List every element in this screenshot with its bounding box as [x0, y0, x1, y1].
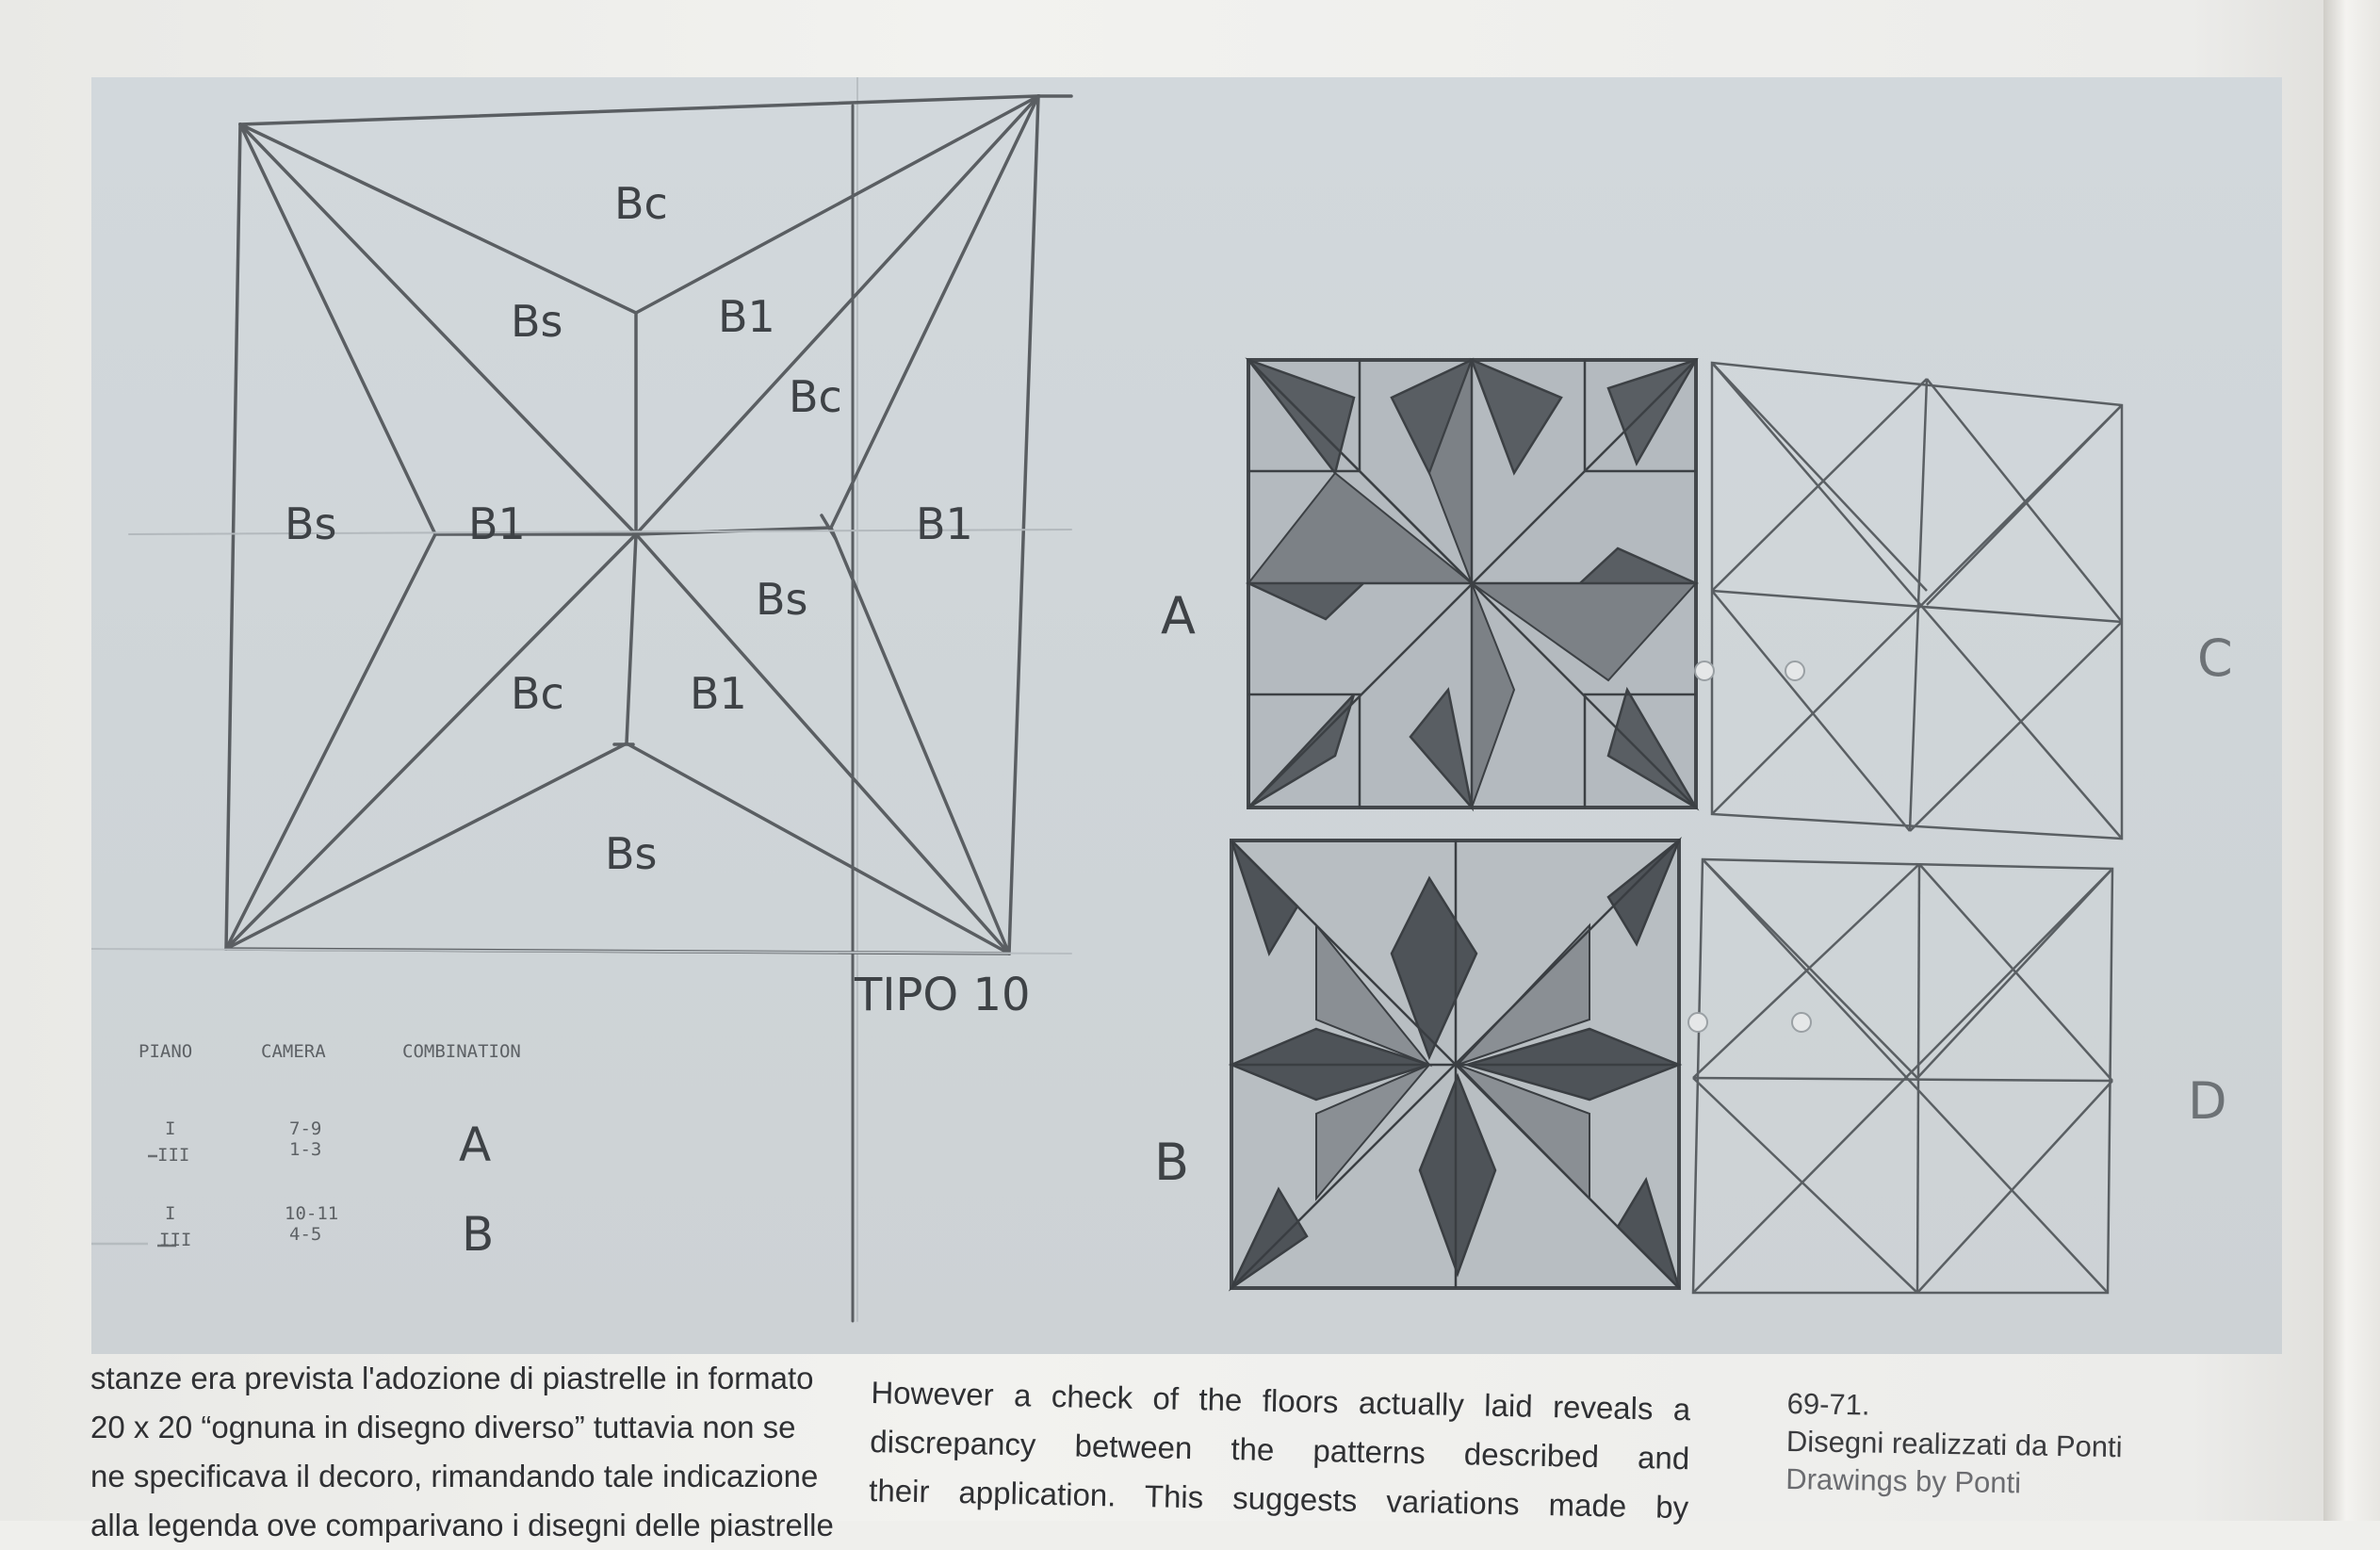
label-tile-d: D [2188, 1071, 2227, 1131]
legend-row2-camera-bottom: 4-5 [289, 1224, 322, 1245]
caption-english: Drawings by Ponti [1785, 1461, 2022, 1500]
drawing-plate [91, 77, 2282, 1354]
english-line-1: However a check of the floors actually laid reveals a [871, 1374, 1691, 1428]
legend-header-piano: PIANO [139, 1041, 193, 1062]
english-text-column [869, 1368, 1691, 1532]
legend-row2-combination: B [462, 1207, 495, 1262]
label-tile-a: A [1161, 586, 1196, 645]
italian-line-1: stanze era prevista l'adozione di piastrelle in formato [90, 1361, 814, 1395]
legend-row2-piano-bottom: III [159, 1230, 192, 1250]
tile-c [1712, 363, 2122, 839]
legend-row2-piano-top: I [165, 1203, 176, 1224]
legend-row1-combination: A [459, 1118, 492, 1172]
drawing-sketches [91, 77, 2282, 1354]
english-line-3: their application. This suggests variations made by [868, 1472, 1689, 1526]
label-tile-c: C [2197, 628, 2233, 688]
label-bs-center-right: Bs [756, 574, 808, 625]
label-bs-upper: Bs [511, 296, 563, 347]
label-b1-upper: B1 [718, 291, 775, 342]
italian-line-4: alla legenda ove comparivano i disegni delle piastrelle [90, 1508, 834, 1542]
legend-row1-camera-top: 7-9 [289, 1118, 322, 1139]
facing-page-edge [2323, 0, 2380, 1521]
legend-row2-camera-top: 10-11 [285, 1203, 339, 1224]
tile-a [1248, 360, 1696, 808]
label-tile-b: B [1154, 1133, 1190, 1192]
english-line-2: discrepancy between the patterns described and [869, 1423, 1690, 1477]
label-bc-right: Bc [789, 371, 842, 422]
italian-line-3: ne specificava il decoro, rimandando tale indicazione [90, 1459, 819, 1493]
label-b1-right: B1 [916, 498, 973, 549]
legend-header-camera: CAMERA [261, 1041, 326, 1062]
caption-number: 69-71. [1786, 1386, 1870, 1422]
legend-row1-camera-bottom: 1-3 [289, 1139, 322, 1160]
label-bc-top: Bc [614, 178, 668, 229]
legend-row1-piano-top: I [165, 1118, 176, 1139]
figure-caption [1785, 1385, 2164, 1505]
tile-d [1693, 859, 2112, 1293]
tile-b [1231, 840, 1679, 1288]
legend-header-combination: COMBINATION [402, 1041, 521, 1062]
label-bs-left: Bs [285, 498, 337, 549]
italian-line-2: 20 x 20 “ognuna in disegno diverso” tuttavia non se [90, 1410, 796, 1444]
label-bc-lower: Bc [511, 668, 564, 719]
caption-italian: Disegni realizzati da Ponti [1785, 1424, 2123, 1464]
label-tipo: TIPO 10 [855, 969, 1031, 1021]
label-b1-center-left: B1 [468, 498, 526, 549]
label-bs-bottom: Bs [605, 828, 658, 879]
label-b1-lower: B1 [690, 668, 747, 719]
legend-row1-piano-bottom: III [157, 1145, 190, 1166]
